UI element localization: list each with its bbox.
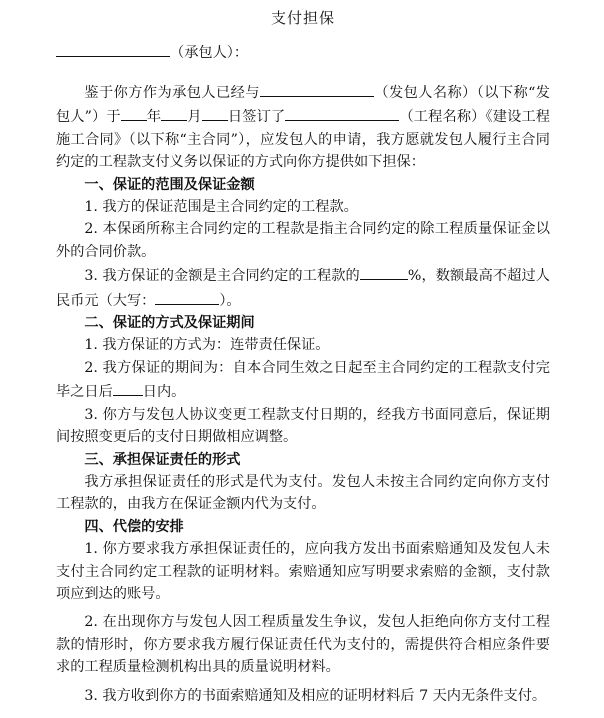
section-4-item-2: 2. 在出现你方与发包人因工程质量发生争议，发包人拒绝向你方支付工程款的情形时，你方要求我方履行保证责任代为支付的，需提供符合相应条件要求的工程质量检测机构出具的质量说明材料。 <box>56 614 550 676</box>
contractor-name-blank[interactable] <box>56 40 170 57</box>
section-2-heading: 二、保证的方式及保证期间 <box>84 315 255 332</box>
section-1-heading: 一、保证的范围及保证金额 <box>84 176 255 193</box>
amount-in-words-blank[interactable] <box>155 288 219 305</box>
addressee-line <box>56 40 550 62</box>
section-2-item-3: 3. 你方与发包人协议变更工程款支付日期的，经我方书面同意后，保证期间按照变更后的支付日期做相应调整。 <box>56 406 550 446</box>
section-4-item-3: 3. 我方收到你方的书面索赔通知及相应的证明材料后 7 天内无条件支付。 <box>84 687 547 704</box>
addressee-suffix: （承包人）： <box>170 45 249 61</box>
section-3-heading: 三、承担保证责任的形式 <box>84 451 241 468</box>
section-1-item-3: 3. 我方保证的金额是主合同约定的工程款的 %，数额最高不超过人民币元（大写： ）。 <box>56 263 550 312</box>
section-2-item-2: 2. 我方保证的期间为：自本合同生效之日起至主合同约定的工程款支付完毕之日后 日内。 <box>56 359 550 401</box>
year-blank[interactable] <box>121 104 147 121</box>
employer-name-blank[interactable] <box>260 80 374 97</box>
section-4-heading: 四、代偿的安排 <box>84 518 184 535</box>
section-3-body: 我方承担保证责任的形式是代为支付。发包人未按主合同约定向你方支付工程款的，由我方在保证金额内代为支付。 <box>56 473 550 513</box>
section-2-item-1: 1. 我方保证的方式为：连带责任保证。 <box>84 337 330 354</box>
project-name-blank[interactable] <box>285 104 399 121</box>
day-blank[interactable] <box>202 104 228 121</box>
month-blank[interactable] <box>161 104 187 121</box>
document-title: 支付担保 <box>270 9 335 27</box>
percentage-blank[interactable] <box>360 263 408 280</box>
section-1-item-2: 2. 本保函所称主合同约定的工程款是指主合同约定的除工程质量保证金以外的合同价款。 <box>56 221 550 260</box>
days-blank[interactable] <box>113 379 143 396</box>
section-1-item-1: 1. 我方的保证范围是主合同约定的工程款。 <box>84 199 358 216</box>
intro-paragraph: 鉴于你方作为承包人已经与 （发包人名称）（以下称“发包人”）于 年 月 日签订了 （工程名称）《建设工程施工合同》（以下称“主合同”），应发包人的申请，我方愿就发包人履行主合同约定的工程款支付义务以保证的方式向你方提供如下担保： <box>56 80 550 174</box>
section-4-item-1: 1. 你方要求我方承担保证责任的，应向我方发出书面索赔通知及发包人未支付主合同约定工程款的证明材料。索赔通知应写明要求索赔的金额，支付款项应到达的账号。 <box>56 541 550 602</box>
